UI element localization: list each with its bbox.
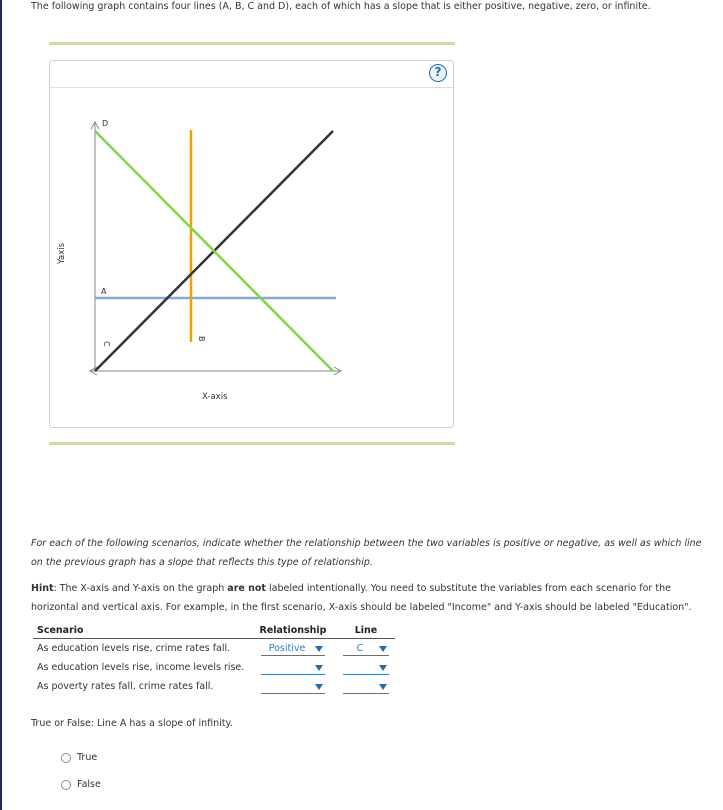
radio-button[interactable]	[61, 753, 71, 763]
scenario-text: As poverty rates fall, crime rates fall.	[37, 681, 214, 692]
line-dropdown[interactable]	[343, 642, 389, 656]
relationship-value: Positive	[268, 642, 306, 654]
label-d: D	[102, 119, 109, 128]
label-b: B	[197, 336, 206, 342]
dropdown-arrow-icon	[379, 665, 387, 671]
scenario-text: As education levels rise, income levels rise.	[37, 662, 245, 673]
hint-emphasis: are not	[227, 583, 266, 594]
radio-label: True	[77, 752, 98, 763]
left-edge-bar	[0, 0, 2, 810]
hint-text	[31, 579, 716, 617]
line-dropdown[interactable]	[343, 680, 389, 694]
help-icon[interactable]: ?	[429, 64, 447, 82]
radio-label: False	[77, 779, 101, 790]
table-row	[33, 677, 395, 696]
bottom-divider	[49, 442, 455, 445]
x-axis-label: X-axis	[202, 392, 228, 402]
instructions-text: For each of the following scenarios, indicate whether the relationship between the two variables is positive or negative, as well as which line on the previous graph has a slope that reflects this type of relationship.	[31, 538, 702, 568]
hint-part1: : The X-axis and Y-axis on the graph	[53, 583, 228, 594]
header-line: Line	[337, 625, 395, 639]
table-header-row	[33, 625, 395, 639]
header-relationship: Relationship	[249, 625, 337, 639]
true-false-question: True or False: Line A has a slope of infinity.	[31, 718, 233, 729]
label-a: A	[101, 287, 107, 296]
table-row	[33, 658, 395, 677]
header-scenario: Scenario	[33, 625, 249, 639]
dropdown-arrow-icon	[315, 646, 323, 652]
relationship-dropdown[interactable]	[261, 642, 325, 656]
dropdown-arrow-icon	[379, 646, 387, 652]
radio-option-true[interactable]	[61, 752, 97, 763]
table-row	[33, 639, 395, 659]
intro-text: The following graph contains four lines (A, B, C and D), each of which has a slope that is either positive, negative, zero, or infinite.	[31, 1, 651, 12]
hint-label: Hint	[31, 583, 54, 594]
scenario-text: As education levels rise, crime rates fall.	[37, 643, 231, 654]
graph-svg	[50, 61, 455, 429]
line-value: C	[356, 642, 364, 654]
dropdown-arrow-icon	[379, 684, 387, 690]
relationship-dropdown[interactable]	[261, 680, 325, 694]
line-dropdown[interactable]	[343, 661, 389, 675]
dropdown-arrow-icon	[315, 665, 323, 671]
dropdown-arrow-icon	[315, 684, 323, 690]
y-axis-label: Yaxis	[57, 242, 67, 264]
radio-option-false[interactable]	[61, 779, 101, 790]
graph-panel	[49, 60, 454, 428]
radio-button[interactable]	[61, 780, 71, 790]
scenario-table	[33, 625, 395, 696]
top-divider	[49, 42, 455, 45]
label-c: C	[102, 341, 111, 347]
relationship-dropdown[interactable]	[261, 661, 325, 675]
hint-part2: labeled intentionally. You need to substitute the variables from each scenario for the horizontal and vertical axis. For example, in the first scenario, X-axis should be labeled "Income" and Y-axis should be labeled "Education".	[31, 583, 692, 613]
